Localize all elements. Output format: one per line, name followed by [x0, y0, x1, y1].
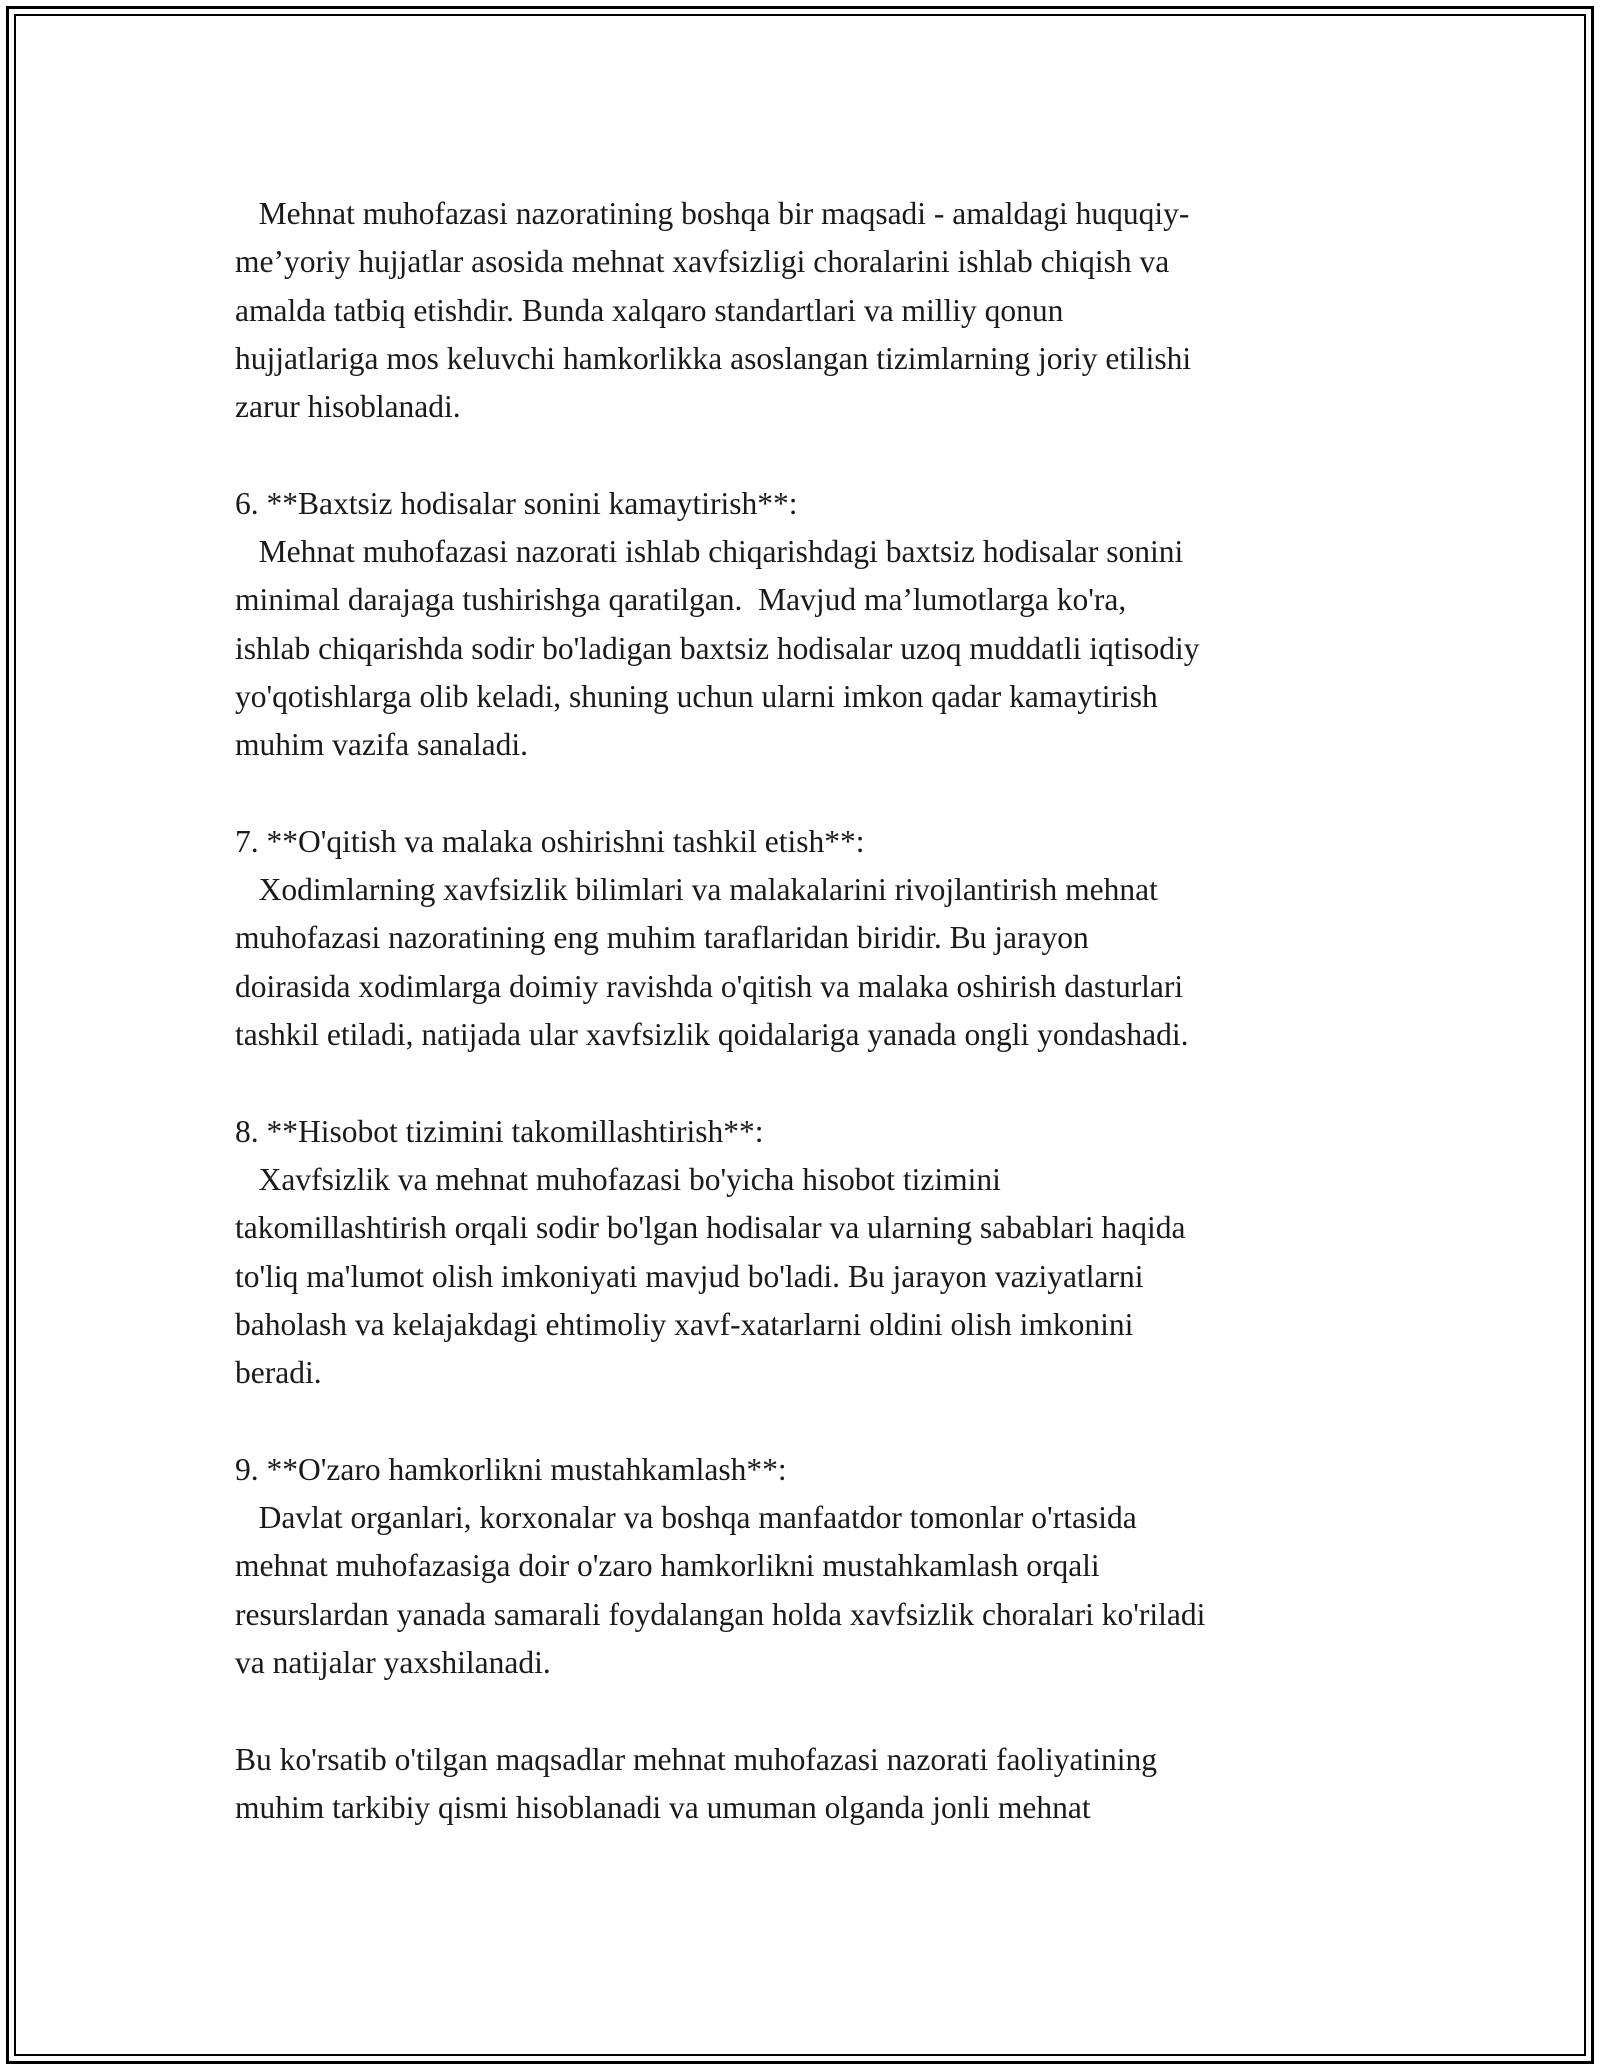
- text-line: muhim vazifa sanaladi.: [235, 727, 529, 763]
- text-line: doirasida xodimlarga doimiy ravishda o'qitish va malaka oshirish dasturlari: [235, 968, 1184, 1004]
- section-9: [235, 1446, 1385, 1687]
- section-8: [235, 1108, 1385, 1398]
- text-line: va natijalar yaxshilanadi.: [235, 1644, 551, 1680]
- text-line: takomillashtirish orqali sodir bo'lgan hodisalar va ularning sabablari haqida: [235, 1210, 1186, 1246]
- text-line: zarur hisoblanadi.: [235, 389, 461, 425]
- text-line: me’yoriy hujjatlar asosida mehnat xavfsizligi choralarini ishlab chiqish va: [235, 244, 1170, 280]
- section-6: [235, 480, 1385, 770]
- section-heading: 8. **Hisobot tizimini takomillashtirish**:: [235, 1113, 764, 1149]
- document-body: [235, 190, 1385, 1832]
- text-line: muhofazasi nazoratining eng muhim taraflaridan biridir. Bu jarayon: [235, 920, 1089, 956]
- text-line: hujjatlariga mos keluvchi hamkorlikka asoslangan tizimlarning joriy etilishi: [235, 340, 1192, 376]
- text-line: Davlat organlari, korxonalar va boshqa manfaatdor tomonlar o'rtasida: [235, 1500, 1137, 1536]
- text-line: beradi.: [235, 1355, 322, 1391]
- text-line: mehnat muhofazasiga doir o'zaro hamkorlikni mustahkamlash orqali: [235, 1548, 1100, 1584]
- section-heading: 7. **O'qitish va malaka oshirishni tashkil etish**:: [235, 823, 865, 859]
- text-line: resurslardan yanada samarali foydalangan holda xavfsizlik choralari ko'riladi: [235, 1596, 1206, 1632]
- text-line: Xavfsizlik va mehnat muhofazasi bo'yicha hisobot tizimini: [235, 1161, 1001, 1197]
- text-line: baholash va kelajakdagi ehtimoliy xavf-xatarlarni oldini olish imkonini: [235, 1306, 1134, 1342]
- text-line: amalda tatbiq etishdir. Bunda xalqaro standartlari va milliy qonun: [235, 292, 1064, 328]
- text-line: ishlab chiqarishda sodir bo'ladigan baxtsiz hodisalar uzoq muddatli iqtisodiy: [235, 630, 1200, 666]
- text-line: Xodimlarning xavfsizlik bilimlari va malakalarini rivojlantirish mehnat: [235, 872, 1158, 908]
- intro-paragraph: [235, 190, 1385, 431]
- text-line: Mehnat muhofazasi nazoratining boshqa bir maqsadi - amaldagi huquqiy-: [235, 196, 1190, 231]
- text-line: yo'qotishlarga olib keladi, shuning uchun ularni imkon qadar kamaytirish: [235, 678, 1158, 714]
- text-line: to'liq ma'lumot olish imkoniyati mavjud bo'ladi. Bu jarayon vaziyatlarni: [235, 1258, 1144, 1294]
- section-heading: 6. **Baxtsiz hodisalar sonini kamaytirish**:: [235, 485, 798, 521]
- section-heading: 9. **O'zaro hamkorlikni mustahkamlash**:: [235, 1451, 787, 1487]
- text-line: muhim tarkibiy qismi hisoblanadi va umuman olganda jonli mehnat: [235, 1789, 1091, 1825]
- section-7: [235, 818, 1385, 1059]
- text-line: tashkil etiladi, natijada ular xavfsizlik qoidalariga yanada ongli yondashadi.: [235, 1017, 1189, 1053]
- text-line: Bu ko'rsatib o'tilgan maqsadlar mehnat muhofazasi nazorati faoliyatining: [235, 1741, 1157, 1777]
- closing-paragraph: [235, 1736, 1385, 1833]
- text-line: minimal darajaga tushirishga qaratilgan. Mavjud ma’lumotlarga ko'ra,: [235, 582, 1127, 618]
- text-line: Mehnat muhofazasi nazorati ishlab chiqarishdagi baxtsiz hodisalar sonini: [235, 534, 1184, 570]
